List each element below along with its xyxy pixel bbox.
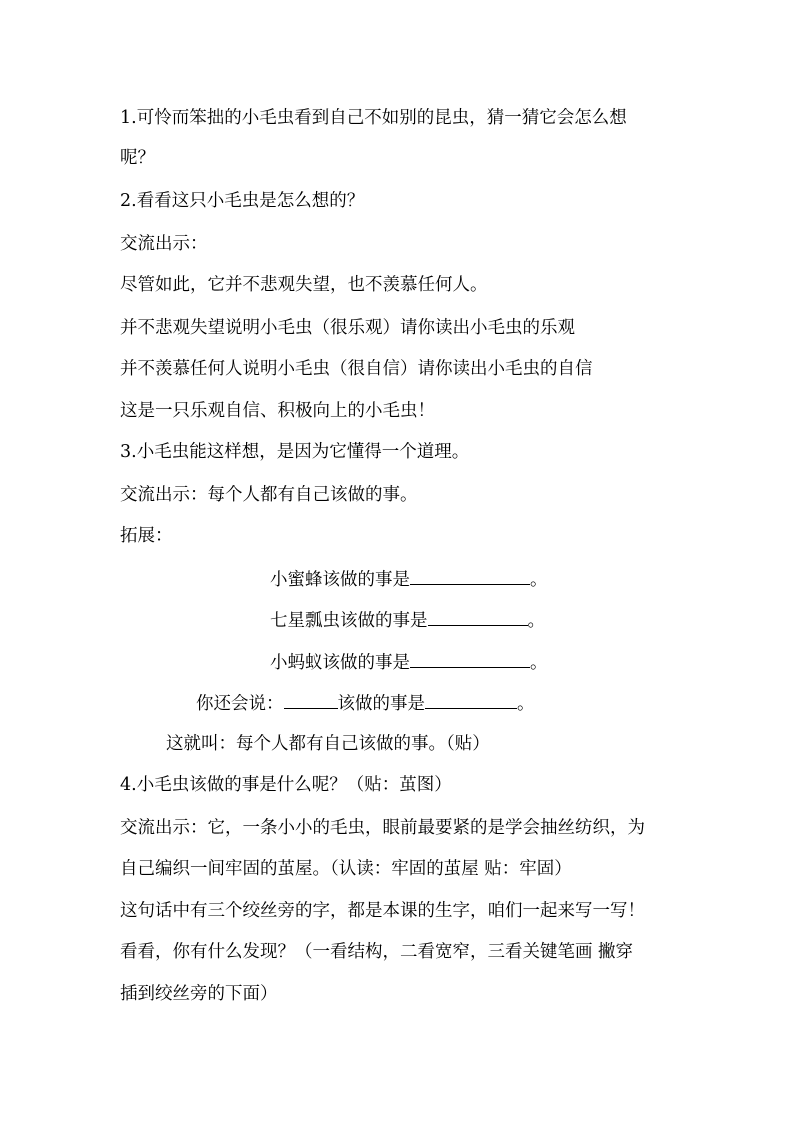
ladybug-label: 七星瓢虫该做的事是: [270, 611, 428, 631]
ant-blank: [410, 649, 530, 668]
quote-1: 尽管如此，它并不悲观失望，也不羡慕任何人。: [120, 275, 488, 295]
optimism-line: 并不悲观失望说明小毛虫（很乐观）请你读出小毛虫的乐观: [120, 318, 575, 338]
share-3-line-1: 交流出示：它，一条小小的毛虫，眼前最要紧的是学会抽丝纺织，为: [120, 818, 645, 838]
you-mid: 该做的事是: [337, 694, 425, 714]
ant-label: 小蚂蚁该做的事是: [270, 653, 410, 673]
question-4: 4.小毛虫该做的事是什么呢？（贴：茧图）: [120, 775, 452, 795]
share-heading-2: 交流出示：每个人都有自己该做的事。: [120, 485, 418, 505]
you-line: [196, 690, 535, 716]
you-blank-1: [284, 690, 338, 709]
bee-label: 小蜜蜂该做的事是: [270, 570, 410, 590]
ladybug-blank: [428, 607, 528, 626]
extend-heading: 拓展：: [120, 526, 173, 546]
ant-line: [270, 649, 548, 675]
bee-blank: [410, 566, 530, 585]
look-line-2: 插到绞丝旁的下面）: [120, 984, 278, 1004]
summary-line: 这是一只乐观自信、积极向上的小毛虫！: [120, 401, 435, 421]
chars-line: 这句话中有三个绞丝旁的字，都是本课的生字，咱们一起来写一写！: [120, 901, 645, 921]
question-1-line-1: 1.可怜而笨拙的小毛虫看到自己不如别的昆虫，猜一猜它会怎么想: [120, 108, 627, 128]
share-3-line-2: 自己编织一间牢固的茧屋。（认读：牢固的茧屋 贴：牢固）: [120, 859, 572, 879]
question-2: 2.看看这只小毛虫是怎么想的？: [120, 191, 365, 211]
confidence-line: 并不羡慕任何人说明小毛虫（很自信）请你读出小毛虫的自信: [120, 359, 593, 379]
ladybug-period: 。: [527, 611, 545, 631]
you-period: 。: [517, 694, 535, 714]
question-1-line-2: 呢？: [120, 148, 155, 168]
ladybug-line: [270, 607, 545, 633]
ant-period: 。: [530, 653, 548, 673]
you-label: 你还会说：: [196, 694, 284, 714]
bee-period: 。: [530, 570, 548, 590]
share-heading-1: 交流出示：: [120, 234, 208, 254]
called-line: 这就叫：每个人都有自己该做的事。（贴）: [166, 734, 490, 754]
look-line-1: 看看，你有什么发现？（一看结构，二看宽窄，三看关键笔画 撇穿: [120, 942, 634, 962]
question-3: 3.小毛虫能这样想，是因为它懂得一个道理。: [120, 442, 470, 462]
you-blank-2: [425, 690, 517, 709]
bee-line: [270, 566, 548, 592]
